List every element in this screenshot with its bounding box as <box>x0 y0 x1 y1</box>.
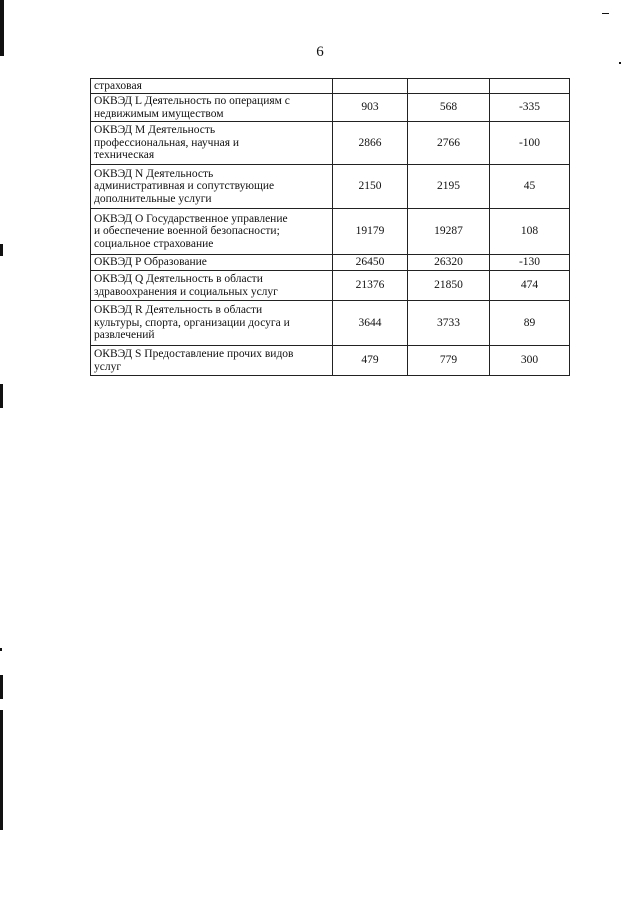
row-value-3: 45 <box>490 165 570 209</box>
scan-edge-mark <box>0 710 3 830</box>
row-value-2: 568 <box>408 94 490 122</box>
table-row <box>91 301 570 346</box>
row-value-1 <box>333 79 408 94</box>
data-table <box>90 78 570 376</box>
row-value-1: 26450 <box>333 255 408 271</box>
table-row <box>91 122 570 165</box>
row-name: ОКВЭД R Деятельность в области культуры, спорта, организации досуга и развлечений <box>91 301 333 346</box>
row-value-2: 19287 <box>408 209 490 255</box>
row-value-2: 779 <box>408 346 490 376</box>
row-value-2: 2195 <box>408 165 490 209</box>
page-number: 6 <box>316 44 324 60</box>
row-value-3: -130 <box>490 255 570 271</box>
row-name: ОКВЭД Q Деятельность в области здравоохранения и социальных услуг <box>91 271 333 301</box>
scan-edge-mark <box>0 648 2 651</box>
table-row <box>91 255 570 271</box>
table-row <box>91 94 570 122</box>
row-value-2: 26320 <box>408 255 490 271</box>
table-row <box>91 271 570 301</box>
row-value-1: 19179 <box>333 209 408 255</box>
row-name: ОКВЭД L Деятельность по операциям с недвижимым имуществом <box>91 94 333 122</box>
row-value-2: 3733 <box>408 301 490 346</box>
row-name: ОКВЭД S Предоставление прочих видов услуг <box>91 346 333 376</box>
row-name: ОКВЭД N Деятельность административная и сопутствующие дополнительные услуги <box>91 165 333 209</box>
row-value-3: -335 <box>490 94 570 122</box>
scan-edge-mark <box>0 244 3 256</box>
row-value-3 <box>490 79 570 94</box>
row-name: ОКВЭД M Деятельность профессиональная, научная и техническая <box>91 122 333 165</box>
row-value-2: 21850 <box>408 271 490 301</box>
row-value-1: 479 <box>333 346 408 376</box>
scan-edge-mark <box>0 675 3 699</box>
row-value-1: 2150 <box>333 165 408 209</box>
row-value-3: 474 <box>490 271 570 301</box>
scan-edge-mark <box>602 13 609 14</box>
scan-edge-mark <box>619 62 621 64</box>
table-row <box>91 165 570 209</box>
row-value-3: 89 <box>490 301 570 346</box>
row-value-1: 21376 <box>333 271 408 301</box>
row-value-3: -100 <box>490 122 570 165</box>
row-value-2 <box>408 79 490 94</box>
row-value-1: 903 <box>333 94 408 122</box>
table-row <box>91 209 570 255</box>
table-row <box>91 79 570 94</box>
row-value-2: 2766 <box>408 122 490 165</box>
scan-edge-mark <box>0 0 4 56</box>
scan-edge-mark <box>0 384 3 408</box>
row-value-1: 3644 <box>333 301 408 346</box>
row-value-3: 300 <box>490 346 570 376</box>
row-value-3: 108 <box>490 209 570 255</box>
row-name: ОКВЭД P Образование <box>91 255 333 271</box>
row-name: страховая <box>91 79 333 94</box>
row-name: ОКВЭД O Государственное управление и обеспечение военной безопасности; социальное страхование <box>91 209 333 255</box>
table-row <box>91 346 570 376</box>
row-value-1: 2866 <box>333 122 408 165</box>
